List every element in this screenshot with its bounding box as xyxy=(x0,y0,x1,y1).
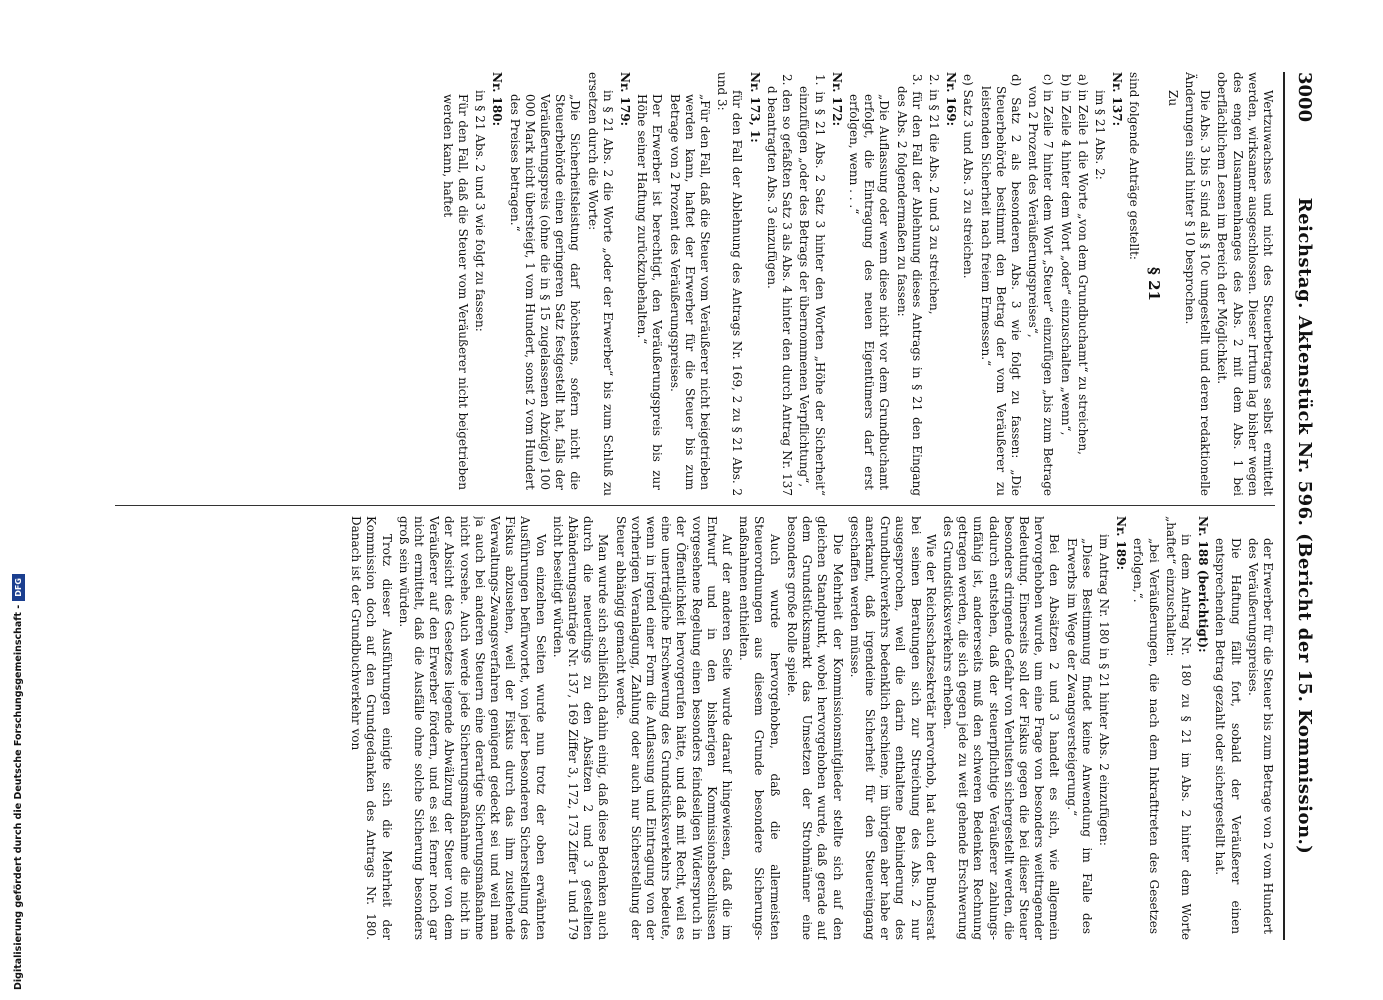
list-item: b) in Zeile 4 hinter dem Wort „oder“ einzuschalten „wenn“, xyxy=(1058,74,1073,436)
column-divider xyxy=(115,505,1275,506)
list-item: 2. den so gefaßten Satz 3 als Abs. 4 hinter den durch Antrag Nr. 137 d beantragten Abs. 3 einzufügen. xyxy=(764,74,795,496)
paragraph: in dem Antrag Nr. 180 zu § 21 im Abs. 2 hinter dem Worte „haftet“ einzuschalten: xyxy=(1163,516,1193,940)
paragraph: Die Mehrheit der Kommissionsmitglieder stellte sich auf den gleichen Standpunkt, wobei hervorgehoben wurde, daß gerade auf dem Grundstücksmarkt das Umsetzen der Strohmänner eine besonders große Rolle spiele. xyxy=(784,516,845,940)
paragraph: Wie der Reichsschatzsekretär hervorhob, hat auch der Bundesrat bei seinen Beratungen sich zur Streichung des Abs. 2 nur ausgesprochen, weil die darin enthaltene Behinderung des Grundbuchverkehrs bedenklich erschiene, im übrigen aber habe er anerkannt, daß irgendeine Sicherheit für den Steuereingang geschaffen werden müsse. xyxy=(847,516,938,940)
list-item: e) Satz 3 und Abs. 3 zu streichen. xyxy=(961,74,976,279)
quoted-text: der Erwerber für die Steuer bis zum Betrage von 2 vom Hundert des Veräußerungspreises. xyxy=(1245,538,1275,934)
side-strip xyxy=(0,0,24,1000)
paragraph: für den Fall der Ablehnung des Antrags Nr. 169, 2 zu § 21 Abs. 2 und 3: xyxy=(715,72,745,496)
motion-reference: Nr. 169: xyxy=(944,72,959,127)
paragraph: Auch wurde hervorgehoben, daß die allermeisten Steuerordnungen aus diesem Grunde besondere Sicherungsmaßnahmen enthielten. xyxy=(737,516,782,940)
section-heading: § 21 xyxy=(1144,267,1163,301)
list-item: c) in Zeile 7 hinter dem Wort „Steuer“ einzufügen „bis zum Betrage von 2 Prozent des Veräußerungspreises“, xyxy=(1026,74,1056,496)
dfg-logo: DFG xyxy=(12,574,25,601)
quoted-text: „Die Sicherheitsleistung darf höchstens, sofern nicht die Steuerbehörde einen geringeren Satz festgestellt hat, falls der Veräußerungspreis (ohne die in § 15 zugelassenen Abzüge) 100 000 Mark nicht übersteigt, 1 vom Hundert, sonst 2 vom Hundert des Preises betragen.“ xyxy=(507,94,583,490)
motion-reference: Nr. 180: xyxy=(490,72,505,127)
list-item: 2. in § 21 die Abs. 2 und 3 zu streichen, xyxy=(926,74,941,315)
quoted-text: Der Erwerber ist berechtigt, den Veräußerungspreis bis zur Höhe seiner Haftung zurückzubehalten.“ xyxy=(635,94,665,490)
page-number: 3000 xyxy=(1294,72,1315,123)
quoted-text: Die Haftung fällt fort, sobald der Veräußerer einen entsprechenden Betrag gezahlt oder sichergestellt hat. xyxy=(1213,538,1243,934)
paragraph: Man wurde sich schließlich dahin einig, daß diese Bedenken auch durch die neuerdings zu den Absätzen 2 und 3 gestellten Abänderungsanträge Nr. 137, 169 Ziffer 3, 172, 173 Ziffer 1 und 179 nicht beseitigt würden. xyxy=(550,516,611,940)
motion-reference: Nr. 172: xyxy=(829,72,844,127)
left-column xyxy=(115,72,1275,496)
paragraph: Wertzuwachses und nicht des Steuerbetrages selbst ermittelt werden, wirksamer ausgeschlossen. Dieser Irrtum lag bisher wegen des engen Zusammenhanges des Abs. 2 mit dem Abs. 1 bei oberflächlichem Lesen im Bereich der Möglichkeit. xyxy=(1215,72,1275,496)
motion-reference: Nr. 189: xyxy=(1114,516,1129,571)
right-column xyxy=(115,516,1275,940)
paragraph: Auf der anderen Seite wurde darauf hingewiesen, daß die im Entwurf und in den bisherigen Kommissionsbeschlüssen vorgesehene Regelung einen besonders feindseligen Widerspruch in der Öffentlichkeit hervorgerufen hätte, und daß mit Recht, weil es eine unerträgliche Erschwerung des Grundstücksverkehrs bedeute, wenn in irgend einer Form die Auflassung und Eintragung von der vorherigen Veranlagung, Zahlung oder auch nur Sicherstellung der Steuer abhängig gemacht werde. xyxy=(613,516,735,940)
paragraph: in § 21 Abs. 2 und 3 wie folgt zu fassen: xyxy=(473,90,488,332)
motion-reference: Nr. 137: xyxy=(1110,72,1125,127)
paragraph: Von einzelnen Seiten wurde nun trotz der oben erwähnten Ausführungen befürwortet, von jeder besonderen Sicherstellung des Fiskus abzusehen, weil der Fiskus durch das ihm zustehende Verwaltungs-Zwangsverfahren genügend gedeckt sei und weil man ja auch bei anderen Steuern eine derartige Sicherungsmaßnahme nicht vorsehe. Auch werde jede Sicherungsmaßnahme die nicht in der Absicht des Gesetzes liegende Abwälzung der Steuer von dem Veräußerer auf den Erwerber fördern, und es sei ferner noch gar nicht ermittelt, daß die Ausfälle ohne solche Sicherung besonders groß sein würden. xyxy=(396,516,548,940)
quoted-text: „Diese Bestimmung findet keine Anwendung im Falle des Erwerbs im Wege der Zwangsversteigerung.“ xyxy=(1064,538,1094,934)
motion-reference: Nr. 179: xyxy=(618,72,633,127)
motion-reference: Nr. 173, 1: xyxy=(747,72,762,143)
page-content xyxy=(104,72,1319,940)
quoted-text: „Die Auflassung oder wenn diese nicht vor dem Grundbuchamt erfolgt, die Eintragung des neuen Eigentümers darf erst erfolgen, wenn . . .“ xyxy=(846,94,892,490)
paragraph: Die Abs. 3 bis 5 sind als § 10c umgestellt und deren redaktionelle Änderungen sind hinter § 10 besprochen. xyxy=(1182,72,1213,496)
page-header xyxy=(1279,72,1319,940)
paragraph: im Antrag Nr. 180 in § 21 hinter Abs. 2 einzufügen: xyxy=(1096,534,1111,846)
quoted-text: „bei Veräußerungen, die nach dem Inkrafttreten des Gesetzes erfolgen,“. xyxy=(1131,538,1161,934)
list-item: d) Satz 2 als besonderen Abs. 3 wie folgt zu fassen: „Die Steuerbehörde bestimmt den Betrag der vom Veräußerer zu leistenden Sicherheit nach freiem Ermessen.“ xyxy=(978,74,1023,496)
list-item: 1. in § 21 Abs. 2 Satz 3 hinter den Worten „Höhe der Sicherheit“ einzufügen „oder des Betrags der übernommenen Verpflichtung“, xyxy=(797,74,827,496)
digitization-notice xyxy=(12,574,25,990)
header-rule xyxy=(1283,72,1285,940)
motion-reference: Nr. 188 (berichtigt): xyxy=(1196,516,1211,653)
paragraph: in § 21 Abs. 2 die Worte „oder der Erwerber“ bis zum Schluß zu ersetzen durch die Worte: xyxy=(585,72,615,496)
quoted-text: Für den Fall, daß die Steuer vom Veräußerer nicht beigetrieben werden kann, haftet xyxy=(440,94,471,490)
quoted-text: „Für den Fall, daß die Steuer vom Veräußerer nicht beigetrieben werden kann, haftet der Erwerber für die Steuer bis zum Betrage von 2 Prozent des Veräußerungspreises. xyxy=(667,94,713,490)
running-head: Reichstag. Aktenstück Nr. 596. (Bericht der 15. Kommission.) xyxy=(1294,197,1315,855)
paragraph: im § 21 Abs. 2: xyxy=(1092,90,1107,180)
paragraph: Bei den Absätzen 2 und 3 handelt es sich, wie allgemein hervorgehoben wurde, um eine Frage von besonders weittragender Bedeutung. Einerseits soll der Fiskus gegen die bei dieser Steuer besonders dringende Gefahr von Verlusten sichergestellt werden, die dadurch entstehen, daß der steuerpflichtige Veräußerer zahlungsunfähig ist, andererseits muß den schweren Bedenken Rechnung getragen werden, die sich gegen jede zu weit gehende Erschwerung des Grundstücksverkehrs erheben. xyxy=(940,516,1062,940)
paragraph: Zu xyxy=(1165,90,1180,107)
list-item: 3. für den Fall der Ablehnung dieses Antrags in § 21 den Eingang des Abs. 2 folgendermaßen zu fassen: xyxy=(894,74,924,496)
scanned-page xyxy=(104,72,1319,940)
paragraph: sind folgende Anträge gestellt: xyxy=(1127,72,1142,260)
list-item: a) in Zeile 1 die Worte „von dem Grundbuchamt“ zu streichen, xyxy=(1075,74,1090,455)
paragraph: Trotz dieser Ausführungen einigte sich die Mehrheit der Kommission doch auf den Grundgedanken des Antrags Nr. 180. Danach ist der Grundbuchverkehr von xyxy=(349,516,394,940)
digitization-notice-text: Digitalisierung gefördert durch die Deutsche Forschungsgemeinschaft - xyxy=(13,604,24,990)
